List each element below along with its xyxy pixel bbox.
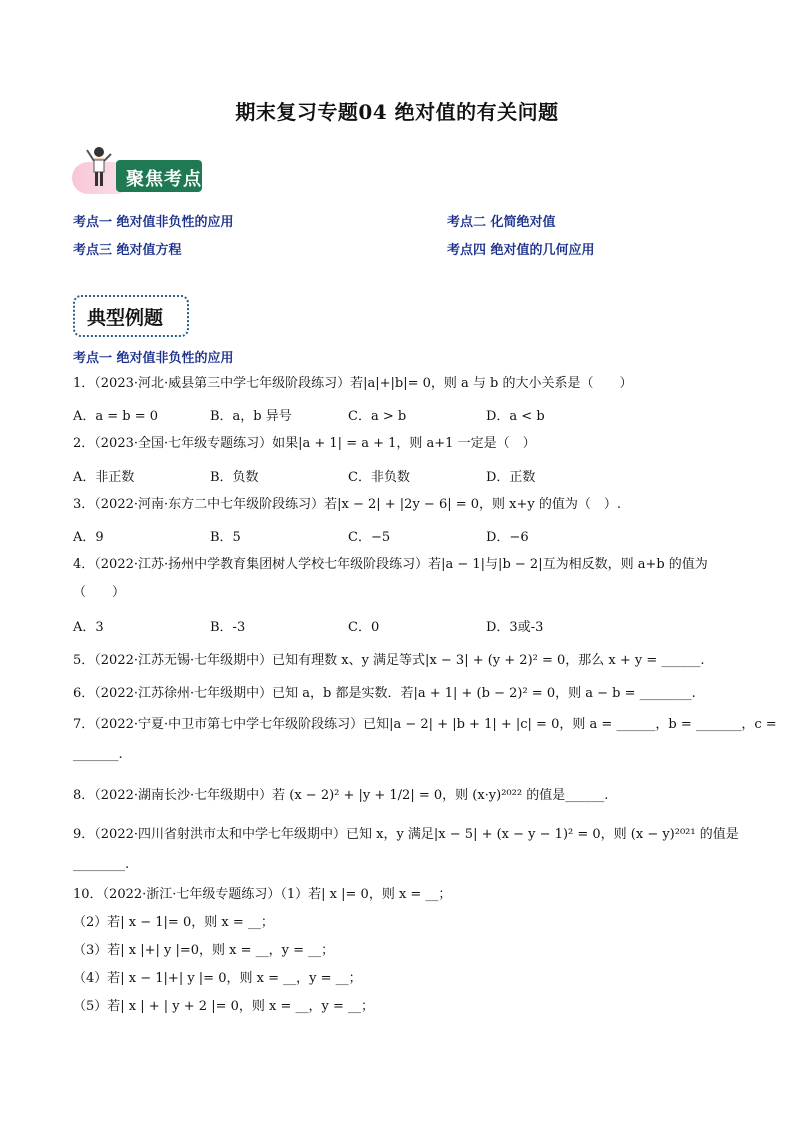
q3-option-a: A．9 bbox=[73, 530, 104, 545]
q1-option-b: B．a，b 异号 bbox=[210, 409, 292, 424]
q4-option-a: A．3 bbox=[73, 620, 104, 635]
q4-option-c: C．0 bbox=[348, 620, 380, 635]
badge-label: 聚焦考点 bbox=[126, 169, 202, 190]
q3-option-b: B．5 bbox=[210, 530, 241, 545]
question-10-part-5: （5）若| x | + | y + 2 |= 0，则 x = __，y = __； bbox=[73, 999, 374, 1014]
kaodian-3[interactable]: 考点三 绝对值方程 bbox=[73, 243, 182, 258]
page-title: 期末复习专题04 绝对值的有关问题 bbox=[235, 100, 559, 124]
q1-option-a: A．a = b = 0 bbox=[73, 409, 159, 424]
q4-option-d: D．3或-3 bbox=[486, 620, 544, 635]
q1-option-c: C．a > b bbox=[348, 409, 407, 424]
q1-option-d: D．a < b bbox=[486, 409, 545, 424]
kaodian-4[interactable]: 考点四 绝对值的几何应用 bbox=[447, 243, 595, 258]
q3-option-c: C．−5 bbox=[348, 530, 391, 545]
question-4-cont: （ ） bbox=[73, 585, 126, 600]
question-10-part-3: （3）若| x |+| y |=0，则 x = __，y = __； bbox=[73, 943, 335, 958]
kaodian-1[interactable]: 考点一 绝对值非负性的应用 bbox=[73, 215, 234, 230]
question-9: 9．（2022·四川省射洪市太和中学七年级期中）已知 x，y 满足|x − 5| + (x − y − 1)² = 0，则 (x − y)²⁰²¹ 的值是 bbox=[73, 827, 739, 842]
q3-option-d: D．−6 bbox=[486, 530, 529, 545]
examples-heading: 典型例题 bbox=[87, 307, 164, 329]
question-10-part-4: （4）若| x − 1|+| y |= 0，则 x = __，y = __； bbox=[73, 971, 362, 986]
question-10-part-2: （2）若| x − 1|= 0，则 x = __； bbox=[73, 915, 274, 930]
question-9-cont: ________. bbox=[73, 857, 130, 872]
question-7-cont: _______. bbox=[73, 747, 123, 762]
q2-option-c: C．非负数 bbox=[348, 470, 410, 485]
question-4: 4．（2022·江苏·扬州中学教育集团树人学校七年级阶段练习）若|a − 1|与|b − 2|互为相反数，则 a+b 的值为 bbox=[73, 557, 708, 572]
section-heading: 考点一 绝对值非负性的应用 bbox=[73, 351, 234, 366]
question-8: 8．（2022·湖南长沙·七年级期中）若 (x − 2)² + |y + 1/2| = 0，则 (x·y)²⁰²² 的值是______. bbox=[73, 788, 609, 803]
person-icon bbox=[84, 146, 114, 190]
question-1: 1．（2023·河北·威县第三中学七年级阶段练习）若|a|+|b|= 0，则 a 与 b 的大小关系是（ ） bbox=[73, 376, 633, 391]
q2-option-b: B．负数 bbox=[210, 470, 259, 485]
q2-option-d: D．正数 bbox=[486, 470, 536, 485]
q4-option-b: B．-3 bbox=[210, 620, 246, 635]
q2-option-a: A．非正数 bbox=[73, 470, 135, 485]
question-2: 2．（2023·全国·七年级专题练习）如果|a + 1| = a + 1，则 a+1 一定是（ ） bbox=[73, 436, 536, 451]
question-7: 7．（2022·宁夏·中卫市第七中学七年级阶段练习）已知|a − 2| + |b + 1| + |c| = 0，则 a = ______，b = _______，c = bbox=[73, 717, 777, 732]
question-10-part-1: 10．（2022·浙江·七年级专题练习）（1）若| x |= 0，则 x = __； bbox=[73, 887, 452, 902]
question-5: 5．（2022·江苏无锡·七年级期中）已知有理数 x、y 满足等式|x − 3| + (y + 2)² = 0，那么 x + y = ______. bbox=[73, 653, 705, 668]
kaodian-2[interactable]: 考点二 化简绝对值 bbox=[447, 215, 556, 230]
badge-green-plate bbox=[116, 160, 202, 192]
examples-heading-box bbox=[73, 295, 189, 337]
question-3: 3．（2022·河南·东方二中七年级阶段练习）若|x − 2| + |2y − 6| = 0，则 x+y 的值为（ ）. bbox=[73, 497, 621, 512]
question-6: 6．（2022·江苏徐州·七年级期中）已知 a，b 都是实数．若|a + 1| + (b − 2)² = 0，则 a − b = ________. bbox=[73, 686, 696, 701]
focus-badge bbox=[72, 146, 204, 198]
